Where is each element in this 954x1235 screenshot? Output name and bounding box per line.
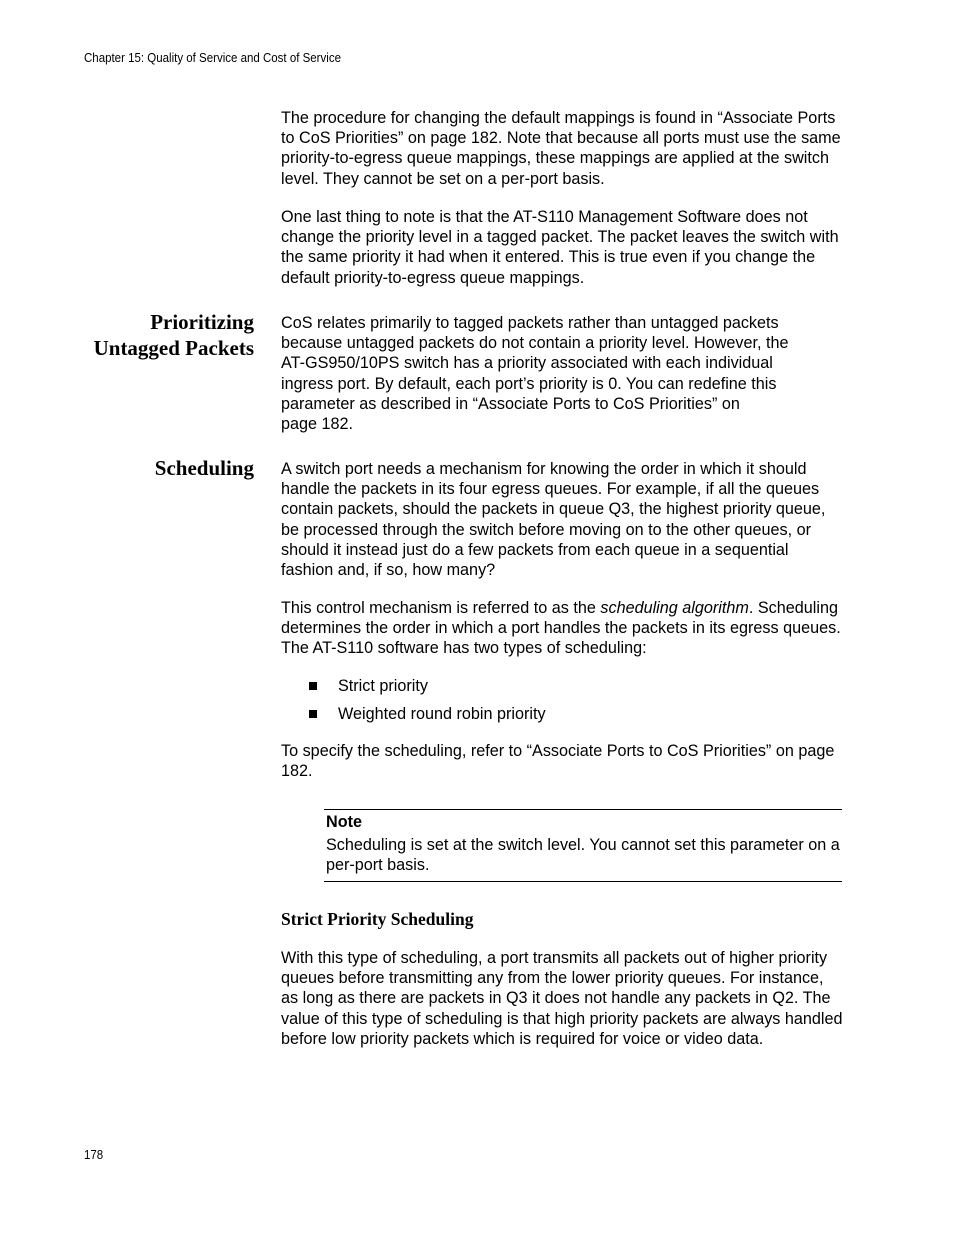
note-box	[324, 809, 842, 882]
intro-paragraph-1: The procedure for changing the default mappings is found in “Associate Ports to CoS Priorities” on page 182. Note that because all ports must use the same priority-to-egress queue mappings, these mappings are applied at the switch level. They cannot be set on a per-port basis.	[281, 109, 841, 188]
page-number: 178	[84, 1148, 104, 1162]
scheduling-types-list	[309, 676, 546, 732]
prioritizing-line-1: CoS relates primarily to tagged packets rather than untagged packets	[281, 314, 779, 332]
intro-paragraph-2: One last thing to note is that the AT-S110 Management Software does not change the priority level in a tagged packet. The packet leaves the switch with the same priority it had when it entered. This is true even if you change the default priority-to-egress queue mappings.	[281, 208, 839, 287]
running-header: Chapter 15: Quality of Service and Cost of Service	[84, 51, 341, 65]
scheduling-paragraph-1: A switch port needs a mechanism for knowing the order in which it should handle the packets in its four egress queues. For example, if all the queues contain packets, should the packets in queue Q3, the highest priority queue, be processed through the switch before moving on to the other queues, or should it instead just do a few packets from each queue in a sequential fashion and, if so, how many?	[281, 460, 826, 580]
scheduling-paragraph-3: To specify the scheduling, refer to “Associate Ports to CoS Priorities” on page 182.	[281, 742, 835, 781]
prioritizing-line-4: ingress port. By default, each port’s priority is 0. You can redefine this	[281, 374, 777, 393]
scheduling-paragraph-2-start: This control mechanism is referred to as the	[281, 599, 601, 617]
section-heading-prioritizing	[94, 309, 254, 361]
subheading-strict-priority: Strict Priority Scheduling	[281, 909, 474, 929]
section-heading-line-1: Prioritizing	[150, 310, 254, 334]
list-item-label: Strict priority	[338, 677, 428, 695]
list-item	[309, 676, 546, 704]
section-heading-scheduling: Scheduling	[154, 456, 254, 480]
prioritizing-line-2: because untagged packets do not contain a priority level. However, the	[281, 334, 789, 353]
prioritizing-line-3: AT-GS950/10PS switch has a priority associated with each individual	[281, 354, 773, 373]
scheduling-algorithm-term: scheduling algorithm	[600, 599, 749, 617]
prioritizing-line-6: page 182.	[281, 415, 354, 434]
prioritizing-line-5: parameter as described in “Associate Ports to CoS Priorities” on	[281, 394, 740, 413]
prioritizing-paragraph	[281, 313, 845, 434]
square-bullet-icon	[309, 682, 317, 690]
section-heading-line-2: Untagged Packets	[93, 336, 254, 360]
scheduling-paragraph-2	[281, 598, 845, 659]
scheduling-paragraph-2-end: . Scheduling determines the order in which a port handles the packets in its egress queues. The AT-S110 software has two types of scheduling:	[281, 599, 841, 658]
strict-priority-paragraph: With this type of scheduling, a port transmits all packets out of higher priority queues before transmitting any from the lower priority queues. For instance, as long as there are packets in Q3 it does not handle any packets in Q2. The value of this type of scheduling is that high priority packets are always handled before low priority packets which is required for voice or video data.	[281, 949, 843, 1048]
list-item	[309, 704, 546, 732]
square-bullet-icon	[309, 710, 317, 718]
list-item-label: Weighted round robin priority	[338, 705, 546, 723]
note-title: Note	[326, 813, 362, 831]
note-body: Scheduling is set at the switch level. You cannot set this parameter on a per-port basis.	[326, 836, 840, 875]
